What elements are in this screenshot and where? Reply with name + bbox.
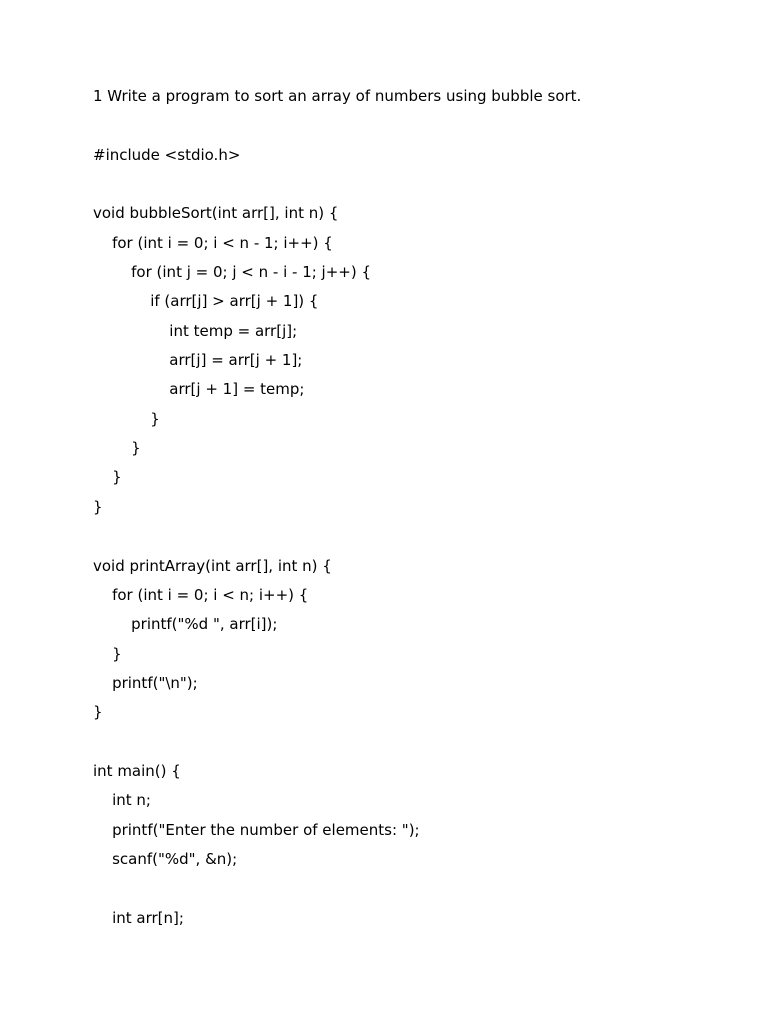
code-line: }	[93, 703, 103, 722]
code-line: arr[j] = arr[j + 1];	[93, 351, 303, 370]
code-line: scanf("%d", &n);	[93, 849, 238, 868]
code-line: if (arr[j] > arr[j + 1]) {	[93, 292, 319, 311]
code-line: for (int j = 0; j < n - i - 1; j++) {	[93, 263, 372, 282]
code-line: }	[93, 439, 141, 458]
code-line: void bubbleSort(int arr[], int n) {	[93, 204, 339, 223]
document-body	[93, 84, 733, 935]
code-line	[93, 876, 733, 905]
code-line: int arr[n];	[93, 908, 184, 927]
code-line: }	[93, 409, 160, 428]
code-line: int n;	[93, 791, 151, 810]
code-line	[93, 172, 733, 201]
question-text: 1 Write a program to sort an array of numbers using bubble sort.	[93, 87, 582, 105]
code-line: for (int i = 0; i < n; i++) {	[93, 585, 309, 604]
code-line: }	[93, 468, 122, 487]
code-line: printf("\n");	[93, 673, 198, 692]
code-line: arr[j + 1] = temp;	[93, 380, 305, 399]
code-line	[93, 113, 733, 142]
code-line: }	[93, 644, 122, 663]
code-line	[93, 730, 733, 759]
code-line: }	[93, 497, 103, 516]
code-line: int temp = arr[j];	[93, 321, 298, 340]
code-line: printf("Enter the number of elements: ");	[93, 820, 420, 839]
code-line: int main() {	[93, 761, 181, 780]
code-line: for (int i = 0; i < n - 1; i++) {	[93, 233, 333, 252]
code-line: #include <stdio.h>	[93, 145, 241, 164]
code-line	[93, 524, 733, 553]
code-line: printf("%d ", arr[i]);	[93, 615, 278, 634]
code-line: void printArray(int arr[], int n) {	[93, 556, 332, 575]
